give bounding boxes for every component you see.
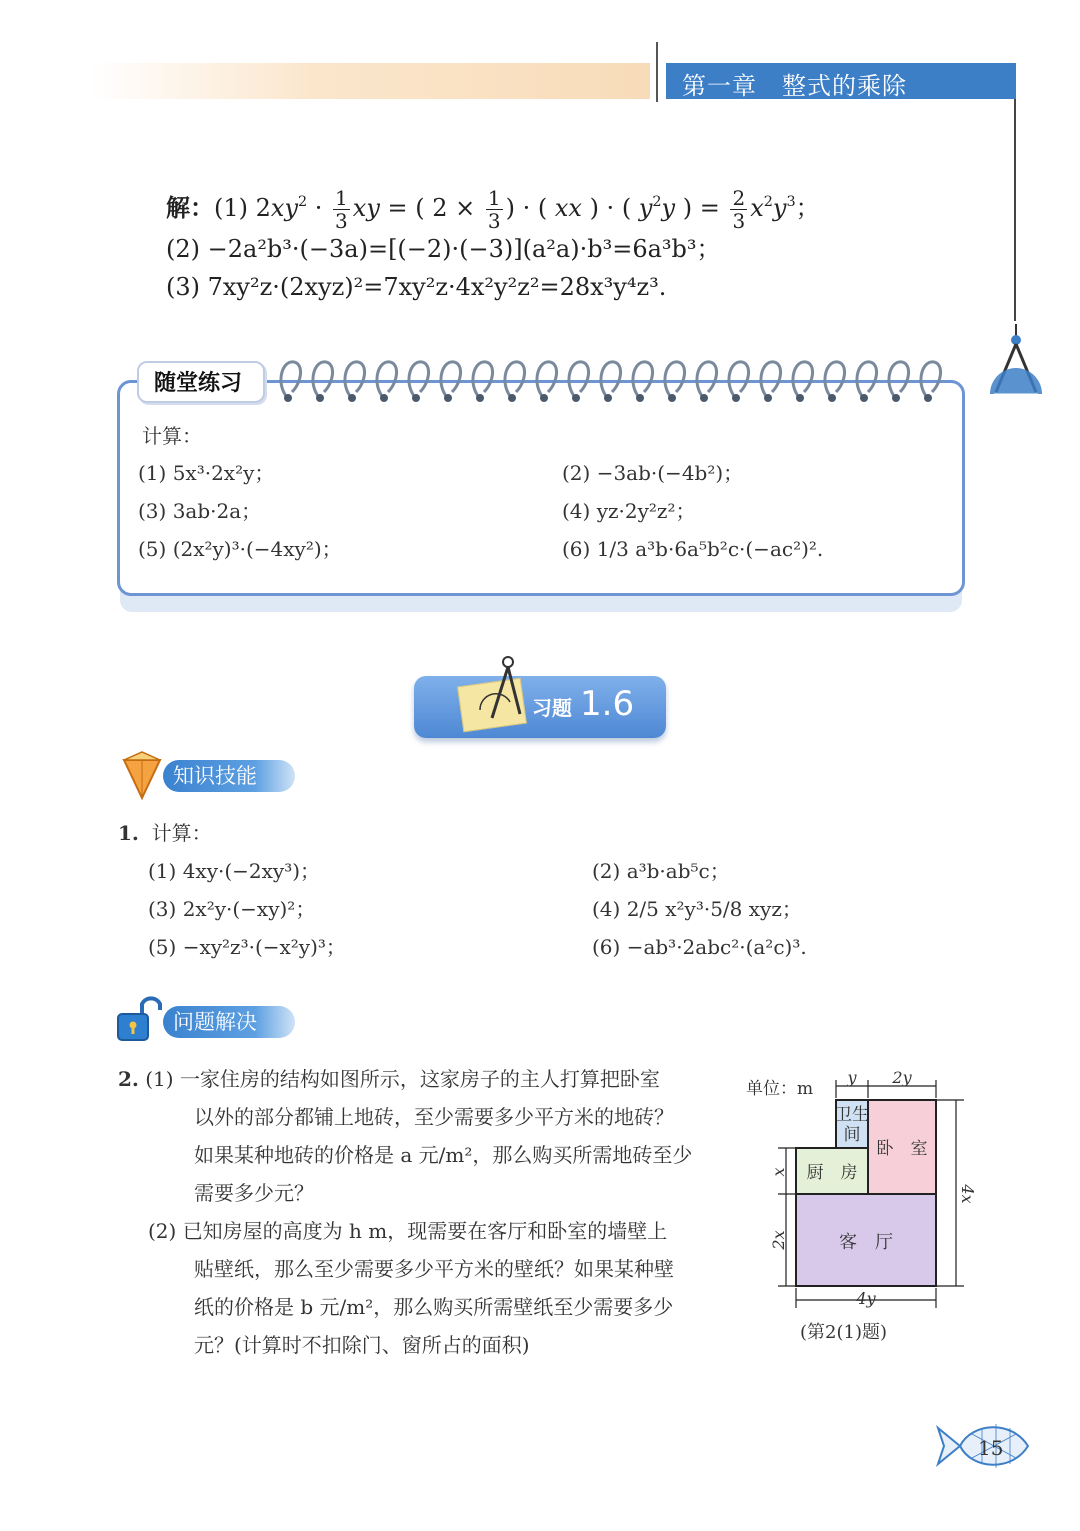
practice-item: (6) 1/3 a³b·6a⁵b²c·(−ac²)². xyxy=(562,537,824,561)
question-2-line xyxy=(118,1060,660,1098)
unit-label: 单位：m xyxy=(746,1079,814,1099)
question-1-item: (2) a³b·ab⁵c； xyxy=(592,859,730,883)
dim-label-bottom: 4y xyxy=(856,1289,876,1308)
spiral-ring xyxy=(473,362,493,396)
question-1-item: (5) −xy²z³·(−x²y)³； xyxy=(148,935,346,959)
question-1-item: (3) 2x²y·(−xy)²； xyxy=(148,897,316,921)
practice-item: (4) yz·2y²z²； xyxy=(562,499,696,523)
question-1-item: (4) 2/5 x²y³·5/8 xyz； xyxy=(592,897,802,921)
spiral-ring xyxy=(857,362,877,396)
spiral-hole xyxy=(380,394,388,402)
question-2-line: (2) 已知房屋的高度为 h m，现需要在客厅和卧室的墙壁上 xyxy=(148,1219,668,1243)
spiral-ring xyxy=(729,362,749,396)
room-label-bedroom: 卧 室 xyxy=(876,1139,928,1159)
spiral-ring xyxy=(409,362,429,396)
spiral-hole xyxy=(540,394,548,402)
practice-item: (1) 5x³·2x²y； xyxy=(138,461,275,485)
dim-label-top-2: 2y xyxy=(892,1068,912,1087)
spiral-hole xyxy=(316,394,324,402)
question-1-item: (6) −ab³·2abc²·(a²c)³. xyxy=(592,935,807,959)
floor-plan-diagram xyxy=(740,1068,980,1348)
dim-label-left-1: x xyxy=(769,1167,788,1177)
spiral-ring xyxy=(377,362,397,396)
question-1-header xyxy=(118,814,212,852)
practice-prompt: 计算： xyxy=(142,424,202,448)
solution-label: 解： xyxy=(166,194,214,222)
header-divider xyxy=(656,42,658,102)
spiral-ring xyxy=(921,362,941,396)
figure-caption: (第2(1)题) xyxy=(800,1322,887,1343)
spiral-hole xyxy=(764,394,772,402)
page-number: 15 xyxy=(978,1436,1004,1460)
spiral-hole xyxy=(476,394,484,402)
spiral-ring xyxy=(825,362,845,396)
compass-icon xyxy=(470,652,530,728)
fraction: $\frac{1}{3}$ xyxy=(335,186,348,233)
chapter-title: 第一章 整式的乘除 xyxy=(682,72,907,100)
spiral-ring xyxy=(313,362,333,396)
spiral-ring xyxy=(281,362,301,396)
spiral-hole xyxy=(604,394,612,402)
spiral-binding xyxy=(270,352,960,412)
room-label-bathroom-1: 卫生 xyxy=(835,1105,869,1125)
question-number: 1. xyxy=(118,821,139,845)
practice-item: (3) 3ab·2a； xyxy=(138,499,262,523)
solution-line1-prefix: (1) 2 xyxy=(214,194,271,222)
dim-label-left-2: 2x xyxy=(769,1230,788,1250)
practice-title: 随堂练习 xyxy=(154,371,243,396)
question-2-line: 以外的部分都铺上地砖，至少需要多少平方米的地砖？ xyxy=(194,1105,674,1129)
question-number: 2. xyxy=(118,1067,139,1091)
spiral-hole xyxy=(636,394,644,402)
spiral-ring xyxy=(889,362,909,396)
question-prompt: 计算： xyxy=(151,821,212,845)
dim-label-right: 4x xyxy=(958,1184,977,1204)
header-band xyxy=(90,63,650,99)
fraction: $\frac{1}{3}$ xyxy=(487,186,501,233)
question-2-line: 元？(计算时不扣除门、窗所占的面积) xyxy=(194,1333,530,1357)
margin-rule xyxy=(1014,99,1016,321)
practice-item: (5) (2x²y)³·(−4xy²)； xyxy=(138,537,342,561)
solution-line-1: 解：(1) $2xy^2$ · $\frac{1}{3}$ xy = ( 2 × $\frac{1}{3}$ ) · ( xx ) · ( $y^2y$ ) = $\frac{2}{3}$ $x^2y^3$； xyxy=(166,186,820,233)
exercise-label: 习题 xyxy=(532,696,572,720)
spiral-ring xyxy=(537,362,557,396)
spiral-ring xyxy=(665,362,685,396)
question-2-line: 需要多少元？ xyxy=(194,1181,314,1205)
spiral-hole xyxy=(348,394,356,402)
semicolon: ； xyxy=(795,194,820,222)
spiral-hole xyxy=(508,394,516,402)
question-2-line: 如果某种地砖的价格是 a 元/m²，那么购买所需地砖至少 xyxy=(194,1143,693,1167)
section-skills: 知识技能 xyxy=(163,760,295,792)
spiral-hole xyxy=(444,394,452,402)
question-1-item: (1) 4xy·(−2xy³)； xyxy=(148,859,321,883)
compass-protractor-icon xyxy=(986,322,1046,402)
spiral-ring xyxy=(697,362,717,396)
room-label-bathroom-2: 间 xyxy=(843,1125,861,1145)
spiral-ring xyxy=(569,362,589,396)
room-label-kitchen: 厨 房 xyxy=(806,1163,858,1183)
spiral-hole xyxy=(284,394,292,402)
spiral-hole xyxy=(828,394,836,402)
spiral-hole xyxy=(860,394,868,402)
spiral-hole xyxy=(572,394,580,402)
spiral-ring xyxy=(345,362,365,396)
spiral-hole xyxy=(668,394,676,402)
spiral-ring xyxy=(601,362,621,396)
question-2-line: 纸的价格是 b 元/m²，那么购买所需壁纸至少需要多少 xyxy=(194,1295,674,1319)
exercise-number: 1.6 xyxy=(580,684,635,724)
solution-line-2: (2) −2a²b³·(−3a)=[(−2)·(−3)](a²a)·b³=6a³b³； xyxy=(166,235,721,263)
spiral-hole xyxy=(924,394,932,402)
practice-item: (2) −3ab·(−4b²)； xyxy=(562,461,744,485)
dim-label-top-1: y xyxy=(847,1068,857,1087)
question-2-text: (1) 一家住房的结构如图所示，这家房子的主人打算把卧室 xyxy=(145,1067,660,1091)
fraction: $\frac{2}{3}$ xyxy=(732,186,746,233)
spiral-hole xyxy=(412,394,420,402)
spiral-ring xyxy=(505,362,525,396)
spiral-ring xyxy=(633,362,653,396)
diamond-icon xyxy=(122,750,162,800)
room-label-living: 客 厅 xyxy=(839,1232,893,1253)
spiral-ring xyxy=(761,362,781,396)
spiral-ring xyxy=(793,362,813,396)
spiral-hole xyxy=(796,394,804,402)
solution-line-3: (3) 7xy²z·(2xyz)²=7xy²z·4x²y²z²=28x³y⁴z³. xyxy=(166,273,667,301)
spiral-hole xyxy=(732,394,740,402)
question-2-line: 贴壁纸，那么至少需要多少平方米的壁纸？如果某种壁 xyxy=(194,1257,674,1281)
section-problem-solving: 问题解决 xyxy=(163,1006,295,1038)
spiral-ring xyxy=(441,362,461,396)
spiral-hole xyxy=(892,394,900,402)
padlock-icon xyxy=(114,994,162,1044)
spiral-hole xyxy=(700,394,708,402)
